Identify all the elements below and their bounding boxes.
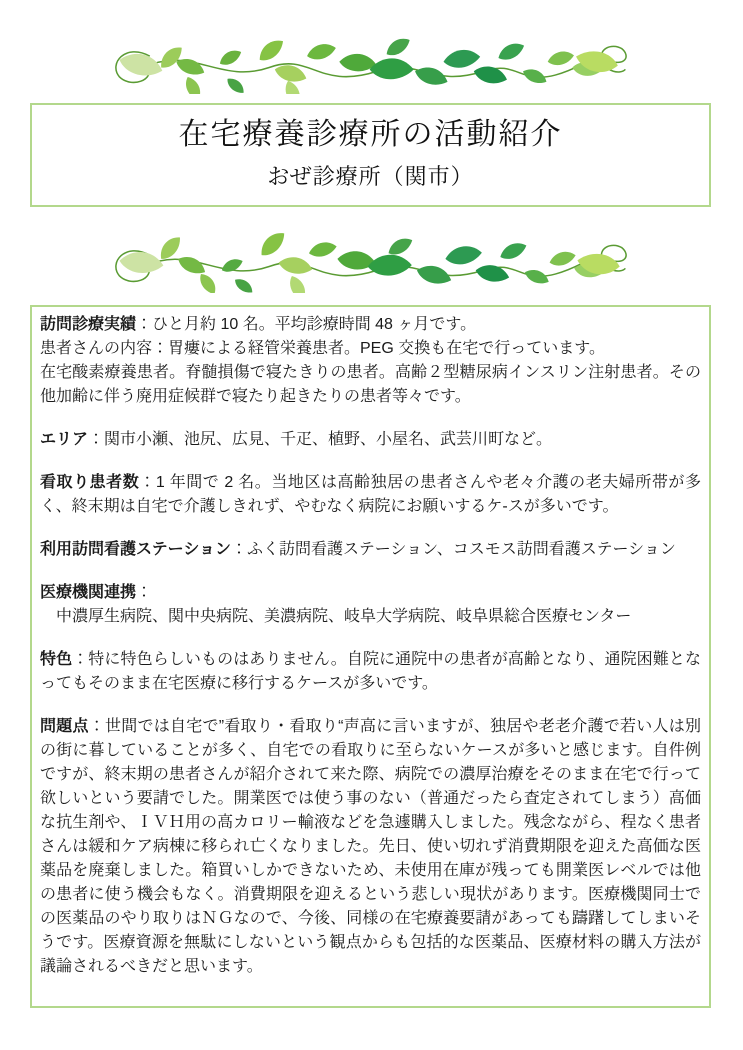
section-text: ：ふく訪問看護ステーション、コスモス訪問看護ステーション bbox=[231, 541, 676, 558]
paragraph-end-of-life-count bbox=[40, 471, 701, 519]
paragraph-patient-details bbox=[40, 337, 701, 361]
page-title: 在宅療養診療所の活動紹介 bbox=[178, 118, 563, 151]
section-text: ： bbox=[136, 584, 153, 601]
title-box bbox=[30, 103, 711, 207]
paragraph-medical-cooperation-heading bbox=[40, 581, 701, 605]
section-text: ：特に特色らしいものはありません。自院に通院中の患者が高齢となり、通院困難となってもそのまま在宅医療に移行するケースが多いです。 bbox=[40, 651, 701, 692]
section-label: 訪問診療実績 bbox=[40, 316, 137, 333]
paragraph-patient-details-cont bbox=[40, 361, 701, 409]
leaf-vine-divider bbox=[94, 221, 649, 293]
section-label: 医療機関連携 bbox=[40, 584, 137, 601]
page-subtitle: おぜ診療所（関市） bbox=[267, 164, 474, 189]
leaf-vine-divider bbox=[94, 22, 649, 94]
section-text: ：ひと月約 10 名。平均診療時間 48 ヶ月です。 bbox=[136, 316, 477, 333]
section-text: ：1 年間で 2 名。当地区は高齢独居の患者さんや老々介護の老夫婦所帯が多く、終末期は自宅で介護しきれず、やむなく病院にお願いするケ-スが多いです。 bbox=[40, 474, 701, 515]
section-text: ：世間では自宅で”看取り・看取り“声高に言いますが、独居や老老介護で若い人は別の街に暮していることが多く、自宅での看取りに至らないケースが多いと感じます。自件例ですが、終末期の患者さんが紹介されて来た際、病院での濃厚治療をそのまま在宅で行って欲しいという要請でした。開業医では使う事のない（普通だったら査定されてしまう）高価な抗生剤や、ＩＶＨ用の高カロリー輸液などを急遽購入しました。残念ながら、程なく患者さんは緩和ケア病棟に移られ亡くなりました。先日、使い切れず消費期限を迎えた高価な医薬品を廃棄しました。箱買いしかできないため、未使用在庫が残っても開業医レベルでは他の患者に使う機会もなく。消費期限を迎えるという悲しい現状があります。医療機関同士での医薬品のやり取りはＮＧなので、今後、同様の在宅療養要請があっても躊躇してしまいそうです。医療資源を無駄にしないという観点からも包括的な医薬品、医療材料の購入方法が議論されるべきだと思います。 bbox=[40, 718, 701, 975]
section-label: 問題点 bbox=[40, 718, 89, 735]
section-label: エリア bbox=[40, 431, 89, 448]
paragraph-nursing-stations bbox=[40, 538, 701, 562]
paragraph-features bbox=[40, 648, 701, 696]
section-label: 特色 bbox=[40, 651, 73, 668]
section-text: ：関市小瀬、池尻、広見、千疋、植野、小屋名、武芸川町など。 bbox=[88, 431, 553, 448]
paragraph-visit-results bbox=[40, 313, 701, 337]
section-text: 在宅酸素療養患者。脊髄損傷で寝たきりの患者。高齢２型糖尿病インスリン注射患者。その他加齢に伴う廃用症候群で寝たり起きたりの患者等々です。 bbox=[40, 364, 701, 405]
section-label: 看取り患者数 bbox=[40, 474, 140, 491]
section-text: 患者さんの内容：胃瘻による経管栄養患者。PEG 交換も在宅で行っています。 bbox=[40, 340, 605, 357]
paragraph-medical-cooperation-hospitals bbox=[40, 605, 701, 629]
section-label: 利用訪問看護ステーション bbox=[40, 541, 232, 558]
body-text-box bbox=[30, 305, 711, 1008]
paragraph-problems bbox=[40, 715, 701, 979]
section-text: 中濃厚生病院、関中央病院、美濃病院、岐阜大学病院、岐阜県総合医療センター bbox=[40, 608, 632, 625]
paragraph-area bbox=[40, 428, 701, 452]
